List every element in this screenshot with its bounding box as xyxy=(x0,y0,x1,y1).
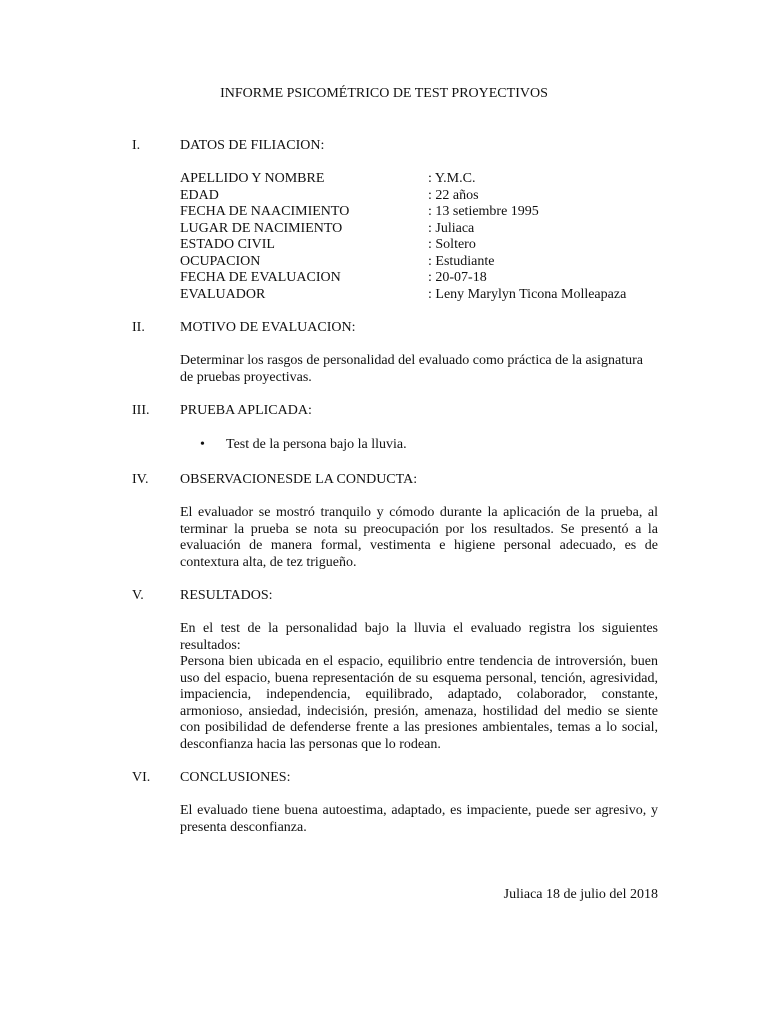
resultados-intro-paragraph: En el test de la personalidad bajo la lluvia el evaluado registra los siguientes resultados: xyxy=(180,621,658,653)
section-number: III. xyxy=(132,403,150,418)
section-number: IV. xyxy=(132,472,149,487)
section-number: V. xyxy=(132,588,144,603)
filiacion-value: : Estudiante xyxy=(428,253,495,269)
filiacion-row xyxy=(180,188,650,205)
filiacion-label: FECHA DE NAACIMIENTO xyxy=(180,204,350,219)
conclusiones-paragraph: El evaluado tiene buena autoestima, adaptado, es impaciente, puede ser agresivo, y presenta desconfianza. xyxy=(180,803,658,835)
filiacion-row xyxy=(180,270,650,287)
section-title-observaciones: OBSERVACIONESDE LA CONDUCTA: xyxy=(180,472,418,487)
section-title-resultados: RESULTADOS: xyxy=(180,588,273,603)
filiacion-label: FECHA DE EVALUACION xyxy=(180,270,341,285)
section-title-motivo-evaluacion: MOTIVO DE EVALUACION: xyxy=(180,320,356,335)
resultados-detalle-paragraph: Persona bien ubicada en el espacio, equilibrio entre tendencia de introversión, buen uso del espacio, buena representación de su esquema personal, tención, agresividad, impaciencia, independencia, equilibrado, adaptado, colaborador, constante, armonioso, ansiedad, indecisión, presión, amenaza, hostilidad del medio se siente con posibilidad de defenderse frente a las presiones ambientales, temas a lo social, desconfianza hacia las personas que lo rodean. xyxy=(180,654,658,752)
filiacion-label: EVALUADOR xyxy=(180,286,266,302)
section-number: II. xyxy=(132,320,145,335)
filiacion-label: APELLIDO Y NOMBRE xyxy=(180,171,325,186)
filiacion-value: : 13 setiembre 1995 xyxy=(428,204,539,219)
filiacion-value: : Juliaca xyxy=(428,220,475,236)
filiacion-row xyxy=(180,237,650,254)
filiacion-value: : 20-07-18 xyxy=(428,270,487,285)
section-title-datos-filiacion: DATOS DE FILIACION: xyxy=(180,138,325,153)
observaciones-paragraph: El evaluador se mostró tranquilo y cómodo durante la aplicación de la prueba, al terminar la prueba se nota su preocupación por los resultados. Se presentó a la evaluación de manera formal, vestimenta e higiene personal adecuado, es de contextura alta, de tez trigueño. xyxy=(180,505,658,570)
filiacion-row xyxy=(180,221,650,238)
filiacion-label: OCUPACION xyxy=(180,253,261,269)
filiacion-row xyxy=(180,171,650,188)
bullet-icon: • xyxy=(200,437,205,452)
document-title: INFORME PSICOMÉTRICO DE TEST PROYECTIVOS xyxy=(220,86,548,101)
motivo-paragraph: Determinar los rasgos de personalidad del evaluado como práctica de la asignatura de pruebas proyectivas. xyxy=(180,353,643,385)
section-number: VI. xyxy=(132,770,151,785)
filiacion-value: : Leny Marylyn Ticona Molleapaza xyxy=(428,286,627,302)
section-title-prueba-aplicada: PRUEBA APLICADA: xyxy=(180,403,312,418)
filiacion-row xyxy=(180,204,650,221)
filiacion-row xyxy=(180,287,650,304)
filiacion-label: ESTADO CIVIL xyxy=(180,237,275,252)
section-number: I. xyxy=(132,138,141,153)
section-title-conclusiones: CONCLUSIONES: xyxy=(180,770,291,785)
filiacion-label: EDAD xyxy=(180,187,219,203)
place-date: Juliaca 18 de julio del 2018 xyxy=(503,887,658,902)
filiacion-row xyxy=(180,254,650,271)
prueba-item: Test de la persona bajo la lluvia. xyxy=(226,437,407,452)
filiacion-value: : 22 años xyxy=(428,187,479,203)
filiacion-label: LUGAR DE NACIMIENTO xyxy=(180,220,343,236)
filiacion-value: : Y.M.C. xyxy=(428,171,476,186)
filiacion-value: : Soltero xyxy=(428,237,476,252)
